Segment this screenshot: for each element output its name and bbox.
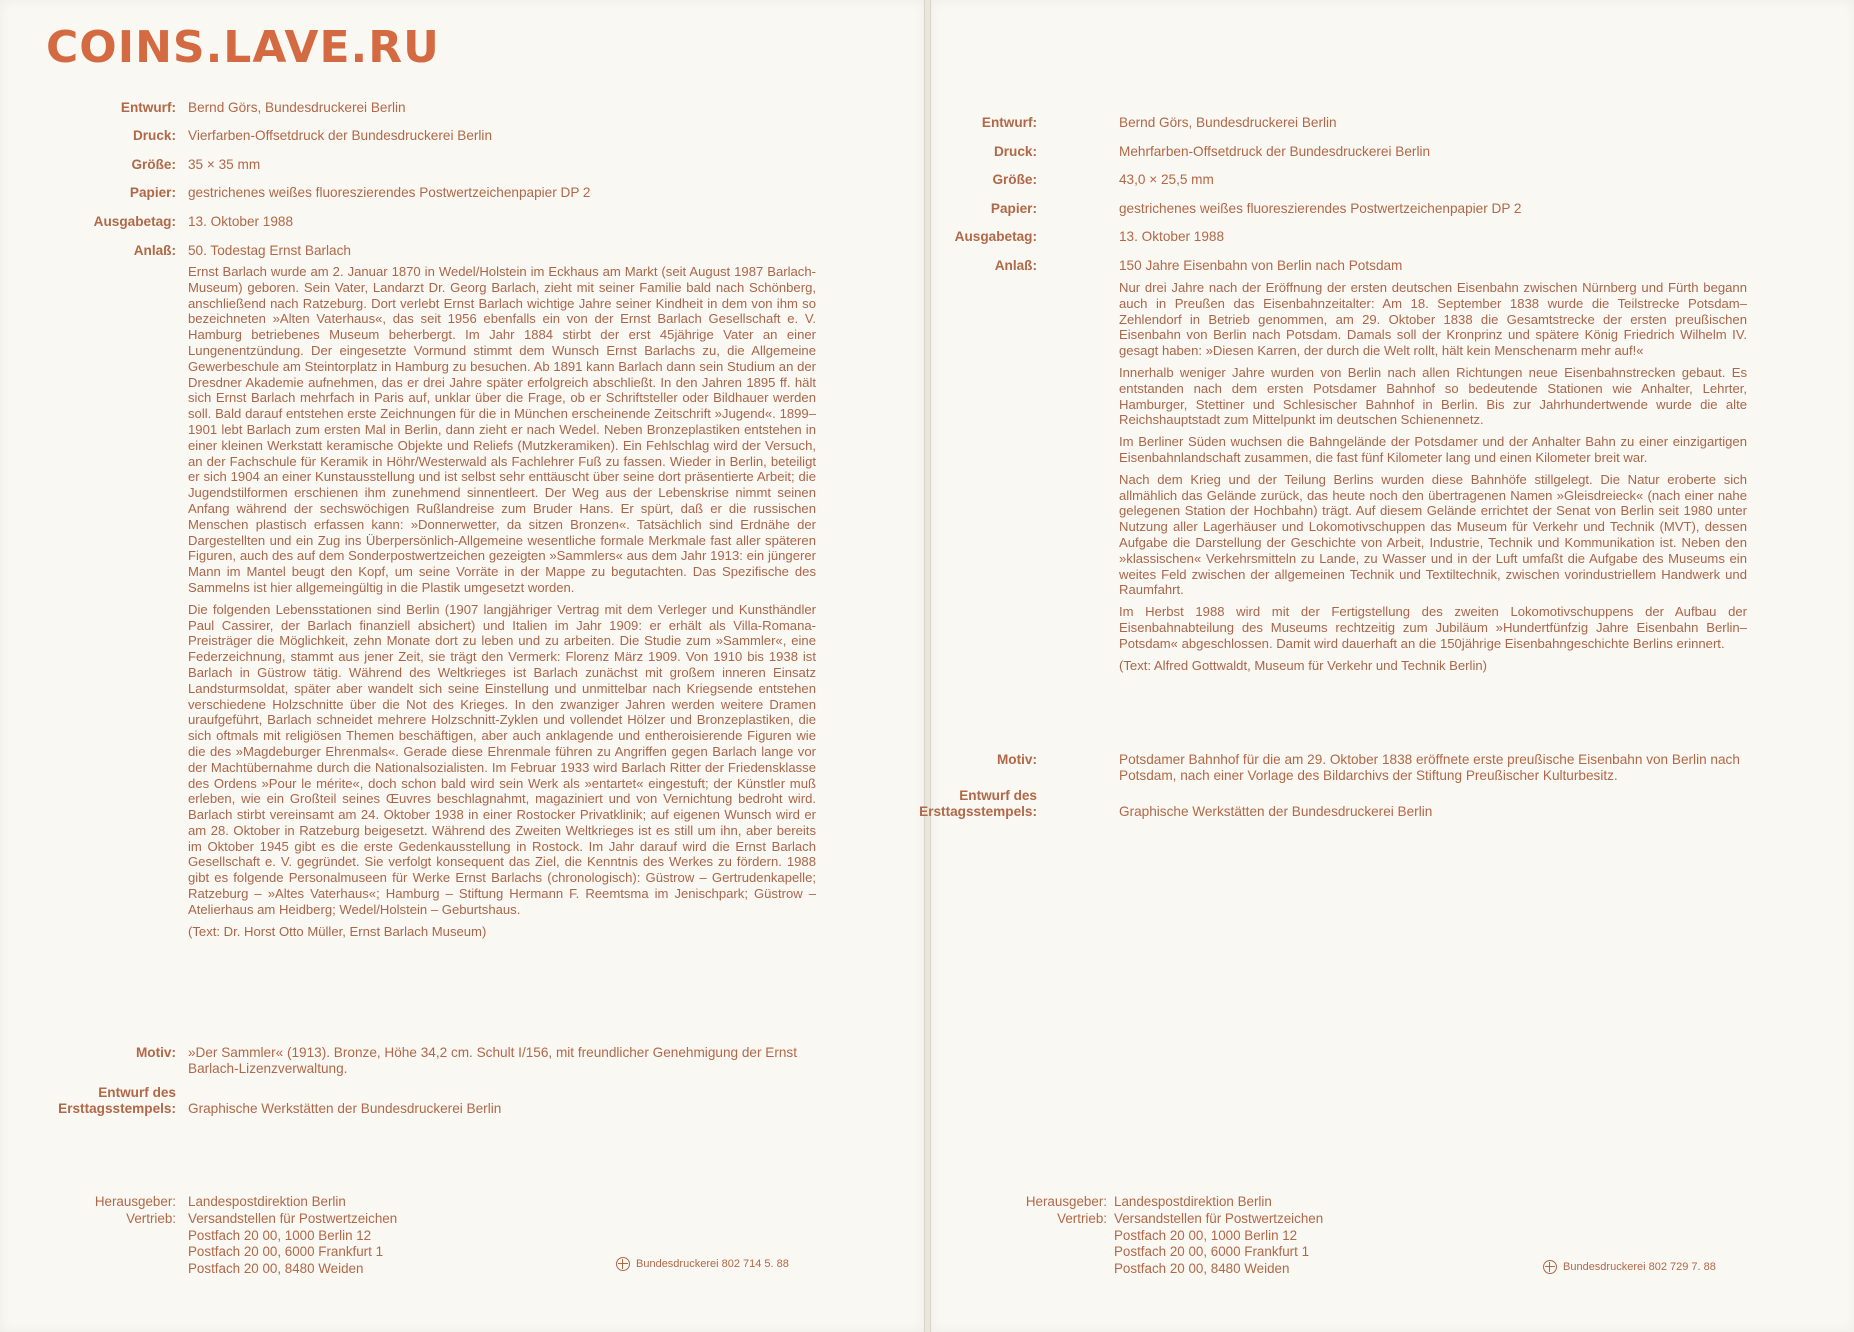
field-value: Graphische Werkstätten der Bundesdruckerei Berlin bbox=[1119, 804, 1433, 819]
field-value: gestrichenes weißes fluoreszierendes Postwertzeichenpapier DP 2 bbox=[188, 185, 591, 200]
field-label bbox=[867, 788, 1037, 820]
vertrieb-line: Versandstellen für Postwertzeichen bbox=[1114, 1210, 1324, 1226]
body-text bbox=[1119, 280, 1747, 679]
text-credit: (Text: Dr. Horst Otto Müller, Ernst Barlach Museum) bbox=[188, 923, 487, 939]
herausgeber-label: Herausgeber: bbox=[94, 1194, 176, 1209]
right-sheet bbox=[919, 0, 1854, 1332]
footer-labels bbox=[961, 1194, 1107, 1228]
field-label: Druck: bbox=[132, 128, 176, 143]
paragraph: Im Berliner Süden wuchsen die Bahngelände der Potsdamer und der Anhalter Bahn zu einer einzigartigen Eisenbahnlandschaft zusammen, die fast fünf Kilometer lang und einen Kilometer breit war. bbox=[1119, 434, 1747, 465]
field-label: Motiv: bbox=[996, 752, 1037, 767]
field-value: Bernd Görs, Bundesdruckerei Berlin bbox=[188, 100, 406, 115]
herausgeber: Landespostdirektion Berlin bbox=[188, 1194, 346, 1209]
field-label: Papier: bbox=[129, 185, 176, 200]
watermark: COINS.LAVE.RU bbox=[46, 22, 440, 73]
field-label: Entwurf: bbox=[981, 115, 1037, 130]
printer-imprint bbox=[1543, 1260, 1716, 1274]
vertrieb-label: Vertrieb: bbox=[1057, 1210, 1107, 1226]
field-label: Anlaß: bbox=[133, 243, 176, 258]
field-value: 13. Oktober 1988 bbox=[1119, 229, 1225, 244]
field-value: 150 Jahre Eisenbahn von Berlin nach Potsdam bbox=[1119, 258, 1403, 273]
vertrieb-label: Vertrieb: bbox=[126, 1210, 176, 1226]
imprint-text: Bundesdruckerei 802 714 5. 88 bbox=[636, 1258, 789, 1270]
vertrieb-line: Versandstellen für Postwertzeichen bbox=[188, 1210, 398, 1226]
field-label: Druck: bbox=[993, 144, 1037, 159]
paragraph: Innerhalb weniger Jahre wurden von Berlin nach allen Richtungen neue Eisenbahnstrecken gebaut. Es entstanden nach dem ersten Potsdamer Bahnhof so bedeutende Stationen wie Anhalter, Lehrter, Hamburger, Stettiner und Schlesischer Bahnhof in Berlin. Bis zur Jahrhundertwende wurde die alte Reichshauptstadt zum Mittelpunkt im deutschen Schienennetz. bbox=[1119, 364, 1747, 428]
field-value: Bernd Görs, Bundesdruckerei Berlin bbox=[1119, 115, 1337, 130]
field-value: 50. Todestag Ernst Barlach bbox=[188, 243, 351, 258]
vertrieb-line: Postfach 20 00, 8480 Weiden bbox=[1114, 1261, 1290, 1277]
field-value: 43,0 × 25,5 mm bbox=[1119, 172, 1214, 187]
vertrieb-line: Postfach 20 00, 6000 Frankfurt 1 bbox=[188, 1244, 384, 1260]
field-label bbox=[6, 1085, 176, 1117]
printer-logo-icon bbox=[616, 1257, 630, 1271]
printer-logo-icon bbox=[1543, 1260, 1557, 1274]
field-value: »Der Sammler« (1913). Bronze, Höhe 34,2 cm. Schult I/156, mit freundlicher Genehmigung der Ernst Barlach-Lizenzverwaltung. bbox=[188, 1045, 797, 1076]
paragraph: Die folgenden Lebensstationen sind Berlin (1907 langjähriger Vertrag mit dem Verleger und Kunsthändler Paul Cassirer, der Barlach finanziell absichert) und Italien im Jahr 1909: er erhält als Villa-Romana-Preisträger die Möglichkeit, zehn Monate dort zu leben und zu arbeiten. Die Studie zum »Sammler«, eine Federzeichnung, stammt aus jener Zeit, sie trägt den Vermerk: Florenz März 1909. Von 1910 bis 1938 ist Barlach in Güstrow tätig. Während des Weltkrieges ist Barlach zunächst mit großem inneren Einsatz Landsturmsoldat, später aber wandelt sich seine Einstellung und unmittelbar nach Kriegsende entstehen verschiedene Holzschnitte über die Not des Krieges. In den zwanziger Jahren werden weitere Dramen uraufgeführt, Barlach schneidet mehrere Holzschnitt-Zyklen und vollendet Hölzer und Bronzeplastiken, die sich oftmals mit religiösen Themen beschäftigen, aber auch anklagende und entheroisierende Figuren wie die des »Magdeburger Ehrenmals«. Gerade diese Ehrenmale führen zu Angriffen gegen Barlach lange vor der Machtübernahme durch die Nationalsozialisten. Im Februar 1933 wird Barlach Ritter der Friedensklasse des Ordens »Pour le mérite«, doch schon bald wird sein Werk als »entartet« eingestuft; der Künstler muß erleben, wie ein Großteil seines Œuvres beschlagnahmt, magaziniert und von Vernichtung bedroht wird. Barlach stirbt vereinsamt am 24. Oktober 1938 in einer Rostocker Privatklinik; auf eigenen Wunsch wird er am 28. Oktober in Ratzeburg beigesetzt. Während des Zweiten Weltkrieges ist es still um ihn, aber bereits im Oktober 1945 gibt es die erste Gedenkausstellung in Rostock. Im Jahr darauf wird die Ernst Barlach Gesellschaft e. V. gegründet. Sie verfolgt konsequent das Ziel, die Kenntnis des Werkes zu fördern. 1988 gibt es folgende Personalmuseen für Werke Ernst Barlachs (chronologisch): Güstrow – Gertrudenkapelle; Ratzeburg – »Altes Vaterhaus«; Hamburg – Stiftung Hermann F. Reemtsma im Jenischpark; Güstrow – Atelierhaus am Heidberg; Wedel/Holstein – Geburtshaus. bbox=[188, 601, 816, 917]
field-value: gestrichenes weißes fluoreszierendes Postwertzeichenpapier DP 2 bbox=[1119, 201, 1522, 216]
field-value: 35 × 35 mm bbox=[188, 157, 261, 172]
vertrieb-line: Postfach 20 00, 8480 Weiden bbox=[188, 1261, 364, 1277]
vertrieb-line: Postfach 20 00, 6000 Frankfurt 1 bbox=[1114, 1244, 1310, 1260]
herausgeber: Landespostdirektion Berlin bbox=[1114, 1194, 1272, 1209]
field-value: 13. Oktober 1988 bbox=[188, 214, 294, 229]
field-value: Potsdamer Bahnhof für die am 29. Oktober 1838 eröffnete erste preußische Eisenbahn von Berlin nach Potsdam, nach einer Vorlage des Bildarchivs der Stiftung Preußischer Kulturbesitz. bbox=[1119, 752, 1740, 783]
herausgeber-label: Herausgeber: bbox=[1025, 1194, 1107, 1209]
footer-values bbox=[1114, 1194, 1323, 1278]
field-value: Graphische Werkstätten der Bundesdruckerei Berlin bbox=[188, 1101, 502, 1116]
imprint-text: Bundesdruckerei 802 729 7. 88 bbox=[1563, 1261, 1716, 1273]
text-credit: (Text: Alfred Gottwaldt, Museum für Verkehr und Technik Berlin) bbox=[1119, 657, 1487, 673]
field-label: Größe: bbox=[992, 172, 1037, 187]
paragraph: Im Herbst 1988 wird mit der Fertigstellung des zweiten Lokomotivschuppens der Aufbau der Eisenbahnabteilung des Museums rechtzeitig zum Jubiläum »Hundertfünfzig Jahre Eisenbahn Berlin–Potsdam« abgeschlossen. Damit wird dauerhaft an die 150jährige Eisenbahngeschichte Berlins erinnert. bbox=[1119, 604, 1747, 651]
field-label: Ausgabetag: bbox=[954, 229, 1037, 244]
vertrieb-line: Postfach 20 00, 1000 Berlin 12 bbox=[188, 1227, 372, 1243]
field-value: Mehrfarben-Offsetdruck der Bundesdruckerei Berlin bbox=[1119, 144, 1431, 159]
field-label: Entwurf: bbox=[120, 100, 176, 115]
field-label: Papier: bbox=[990, 201, 1037, 216]
footer-values bbox=[188, 1194, 397, 1278]
field-label: Größe: bbox=[131, 157, 176, 172]
paragraph: Nach dem Krieg und der Teilung Berlins wurden diese Bahnhöfe stillgelegt. Die Natur eroberte sich allmählich das Gelände zurück, das heute noch den übertragenen Namen »Gleisdreieck« (nach einer nahe gelegenen Station der Hochbahn) trägt. Auf diesem Gelände errichtet der Senat von Berlin seit 1980 unter Nutzung aller Lagerhäuser und Lokomotivschuppen das Museum für Verkehr und Technik (MVT), dessen Aufgabe die Darstellung der Geschichte von Arbeit, Industrie, Technik und Kommunikation ist. Neben den »klassischen« Verkehrsmitteln zu Lande, zu Wasser und in der Luft umfaßt die Aufgabe des Museums ein weites Feld zwischen der allgemeinen Technik und Textiltechnik, zwischen vorindustriellem Handwerk und Raumfahrt. bbox=[1119, 471, 1747, 598]
label-line: Entwurf des bbox=[98, 1085, 176, 1100]
vertrieb-line: Postfach 20 00, 1000 Berlin 12 bbox=[1114, 1227, 1298, 1243]
footer-labels bbox=[30, 1194, 176, 1228]
field-label: Motiv: bbox=[135, 1045, 176, 1060]
body-text bbox=[188, 264, 816, 945]
field-label: Ausgabetag: bbox=[93, 214, 176, 229]
field-label: Anlaß: bbox=[994, 258, 1037, 273]
label-line: Ersttagsstempels: bbox=[58, 1101, 176, 1116]
left-sheet bbox=[0, 0, 925, 1332]
label-line: Entwurf des bbox=[959, 788, 1037, 803]
paragraph: Ernst Barlach wurde am 2. Januar 1870 in Wedel/Holstein im Eckhaus am Markt (seit August 1987 Barlach-Museum) geboren. Sein Vater, Landarzt Dr. Georg Barlach, zieht mit seiner Familie bald nach Schönberg, anschließend nach Ratzeburg. Dort verlebt Ernst Barlach wichtige Jahre seiner Kindheit in dem von ihm so bezeichneten »Alten Vaterhaus«, das seit 1956 ebenfalls ein von der Ernst Barlach Gesellschaft e. V. Hamburg betriebenes Museum beherbergt. Im Jahr 1884 stirbt der erst 45jährige Vater an einer Lungenentzündung. Der eingesetzte Vormund stimmt dem Wunsch Ernst Barlachs zu, die Allgemeine Gewerbeschule am Steintorplatz in Hamburg zu besuchen. Ab 1891 kann Barlach dann sein Studium an der Dresdner Akademie aufnehmen, das er drei Jahre später erfolgreich abschließt. In den Jahren 1895 ff. hält sich Ernst Barlach mehrfach in Paris auf, unklar über die Frage, ob er Schriftsteller oder Bildhauer werden soll. Bald darauf entstehen erste Zeichnungen für die in München erscheinende Zeitschrift »Jugend«. 1899–1901 lebt Barlach zum ersten Mal in Berlin, dann zieht er nach Wedel. Neben Bronzeplastiken entstehen in einer kleinen Werkstatt keramische Objekte und Reliefs (Mutzkeramiken). Ein Fehlschlag wird der Versuch, an der Fachschule für Keramik in Höhr/Westerwald als Fachlehrer Fuß zu fassen. Wieder in Berlin, beteiligt er sich 1904 an einer Kunstausstellung und ist selbst sehr enttäuscht über seine dort präsentierte Arbeit; die Jugendstilformen erschienen ihm zunehmend sinnentleert. Der Weg aus der Lebenskrise nimmt seinen Anfang während der sechswöchigen Rußlandreise zum Bruder Hans. Er spürt, daß er die russischen Menschen plastisch erfassen kann: »Donnerwetter, da sitzen Bronzen«. Tatsächlich sind Erdnähe der Dargestellten und ein Zug ins Überpersönlich-Allgemeine wesentliche formale Merkmale fast aller späteren Figuren, auch des auf dem Sonderpostwertzeichen gezeigten »Sammlers« aus dem Jahr 1913: ein jüngerer Mann im Mantel beugt den Kopf, um seine Vorräte in der Mappe zu begutachten. Das Spezifische des Sammelns ist hier allgemeingültig in die Plastik umgesetzt worden. bbox=[188, 264, 816, 595]
field-value: Vierfarben-Offsetdruck der Bundesdruckerei Berlin bbox=[188, 128, 493, 143]
paragraph: Nur drei Jahre nach der Eröffnung der ersten deutschen Eisenbahn zwischen Nürnberg und Fürth begann auch in Preußen das Eisenbahnzeitalter: Am 18. September 1838 wurde die Teilstrecke Potsdam–Zehlendorf in Betrieb genommen, am 29. Oktober 1838 die Gesamtstrecke der ersten preußischen Eisenbahn von Berlin nach Potsdam. Damals soll der Kronprinz und spätere König Friedrich Wilhelm IV. gesagt haben: »Diesen Karren, der durch die Welt rollt, hält kein Menschenarm mehr auf!« bbox=[1119, 280, 1747, 359]
printer-imprint bbox=[616, 1257, 789, 1271]
label-line: Ersttagsstempels: bbox=[919, 804, 1037, 819]
